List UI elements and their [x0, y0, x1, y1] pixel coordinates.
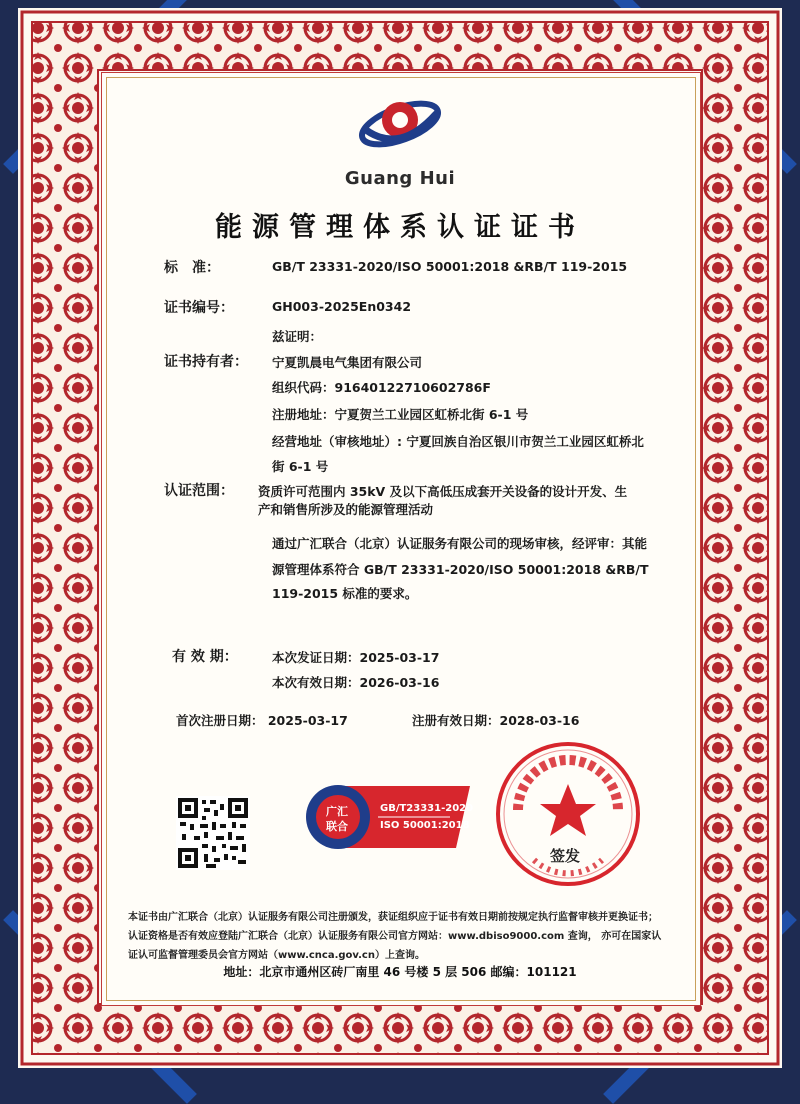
first-registration-date: 首次注册日期： 2025-03-17 [176, 713, 348, 728]
seal-signature: 签发 [550, 847, 581, 865]
statement-line1: 通过广汇联合（北京）认证服务有限公司的现场审核，经评审：其能 [272, 536, 648, 551]
scope-label: 认证范围： [164, 483, 234, 499]
footer-line1: 本证书由广汇联合（北京）认证服务有限公司注册颁发，获证组织应于证书有效日期前按规定执行监督审核并更换证书； [128, 912, 658, 923]
badge-text-left: 广汇 [326, 805, 348, 818]
issue-date: 本次发证日期：2025-03-17 [272, 650, 440, 665]
cert-no-label: 证书编号： [164, 300, 234, 316]
footer-line3: 证认可监督管理委员会官方网站（www.cnca.gov.cn）上查询。 [128, 950, 425, 961]
holder-label: 证书持有者： [164, 354, 248, 370]
hereby-text: 兹证明： [272, 329, 323, 344]
org-code: 组织代码：91640122710602786F [272, 380, 491, 395]
expire-date: 本次有效日期：2026-03-16 [272, 675, 440, 690]
standard-value: GB/T 23331-2020/ISO 50001:2018 &RB/T 119-2015 [272, 259, 628, 274]
registration-valid-date: 注册有效日期：2028-03-16 [412, 713, 580, 728]
operating-address-line1: 经营地址（审核地址）: 宁夏回族自治区银川市贺兰工业园区虹桥北 [272, 434, 644, 449]
scope-line2: 产和销售所涉及的能源管理活动 [258, 502, 434, 517]
statement-line2: 源管理体系符合 GB/T 23331-2020/ISO 50001:2018 &RB/T [272, 562, 649, 577]
guanghui-logo-icon [352, 84, 448, 164]
badge-text-right: 联合 [326, 820, 348, 833]
standard-label: 标 准： [164, 260, 220, 276]
validity-label: 有 效 期： [172, 649, 238, 665]
footer-address: 地址：北京市通州区砖厂南里 46 号楼 5 层 506 邮编：101121 [223, 965, 577, 979]
badge-standard-2: ISO 50001:2018 [380, 820, 470, 831]
scope-line1: 资质许可范围内 35kV 及以下高低压成套开关设备的设计开发、生 [258, 484, 628, 499]
qr-code-icon [176, 796, 250, 870]
statement-line3: 119-2015 标准的要求。 [272, 586, 418, 601]
brand-name: Guang Hui [344, 168, 456, 189]
certificate-title: 能源管理体系认证证书 [215, 212, 585, 243]
registered-address: 注册地址：宁夏贺兰工业园区虹桥北街 6-1 号 [272, 407, 529, 422]
cert-no-value: GH003-2025En0342 [272, 299, 412, 314]
operating-address-line2: 街 6-1 号 [272, 459, 329, 474]
badge-standard-1: GB/T23331-2020 [380, 803, 474, 814]
footer-line2: 认证资格是否有效应登陆广汇联合（北京）认证服务有限公司官方网站：www.dbiso9000.com 查询， 亦可在国家认 [128, 931, 662, 942]
holder-name: 宁夏凯晨电气集团有限公司 [272, 355, 423, 370]
